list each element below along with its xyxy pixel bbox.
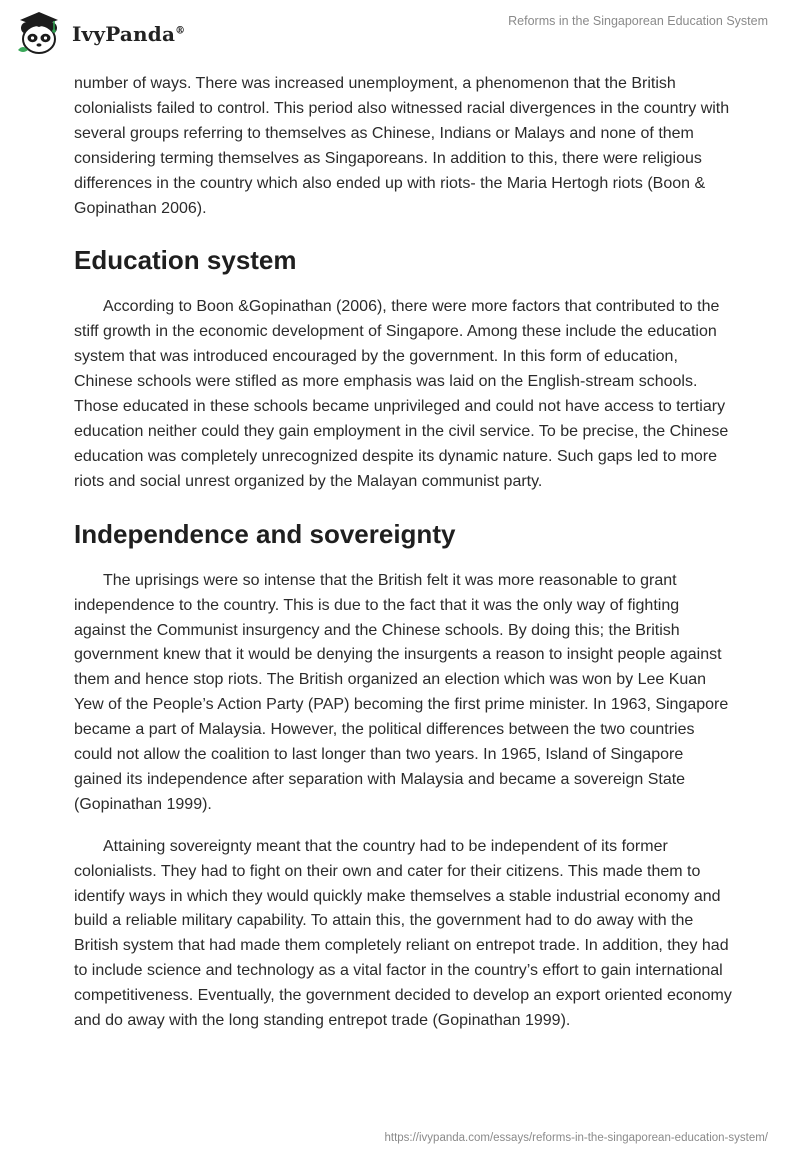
- source-url[interactable]: https://ivypanda.com/essays/reforms-in-the-singaporean-education-system/: [384, 1132, 768, 1144]
- heading-education-system: Education system: [74, 245, 297, 276]
- page-header: [0, 0, 800, 70]
- ivypanda-logo[interactable]: [14, 8, 185, 60]
- paragraph-4: Attaining sovereignty meant that the country had to be independent of its former colonialists. They had to fight on their own and cater for their citizens. This made them to identify ways in which they would quickly make themselves a stable industrial economy and build a reliable military capability. To attain this, the government had to do away with the British system that had made them completely reliant on entrepot trade. In addition, they had to include science and technology as a vital factor in the country’s effort to gain international competitiveness. Eventually, the government decided to develop an export oriented economy and do away with the long standing entrepot trade (Gopinathan 1999).: [74, 837, 732, 1030]
- paragraph-2: According to Boon &Gopinathan (2006), there were more factors that contributed to the stiff growth in the economic development of Singapore. Among these include the education system that was introduced encouraged by the government. In this form of education, Chinese schools were stifled as more emphasis was laid on the English-stream schools. Those educated in these schools became unprivileged and could not have access to tertiary education neither could they gain employment in the civil service. To be precise, the Chinese education was completely unrecognized despite its dynamic nature. Such gaps led to more riots and social unrest organized by the Malayan communist party.: [74, 298, 729, 490]
- paragraph-3: The uprisings were so intense that the British felt it was more reasonable to grant independence to the country. This is due to the fact that it was the only way of fighting against the Communist insurgency and the Chinese schools. By doing this; the British government knew that it would be denying the insurgents a reason to insight people against them and hence stop riots. The British organized an election which was won by Lee Kuan Yew of the People’s Action Party (PAP) becoming the first prime minister. In 1963, Singapore became a part of Malaysia. However, the political differences between the two countries could not allow the coalition to last longer than two years. In 1965, Island of Singapore gained its independence after separation with Malaysia and became a sovereign State (Gopinathan 1999).: [74, 571, 729, 813]
- brand-name: IvyPanda®: [72, 22, 186, 46]
- heading-independence-sovereignty: Independence and sovereignty: [74, 518, 456, 549]
- running-title: Reforms in the Singaporean Education System: [508, 14, 768, 28]
- panda-graduate-icon: [14, 8, 66, 60]
- essay-body: [74, 72, 734, 1051]
- paragraph-1: number of ways. There was increased unemployment, a phenomenon that the British colonialists failed to control. This period also witnessed racial divergences in the country with several groups referring to themselves as Chinese, Indians or Malays and none of them considering terming themselves as Singaporeans. In addition to this, there were religious differences in the country which also ended up with riots- the Maria Hertogh riots (Boon & Gopinathan 2006).: [74, 75, 730, 217]
